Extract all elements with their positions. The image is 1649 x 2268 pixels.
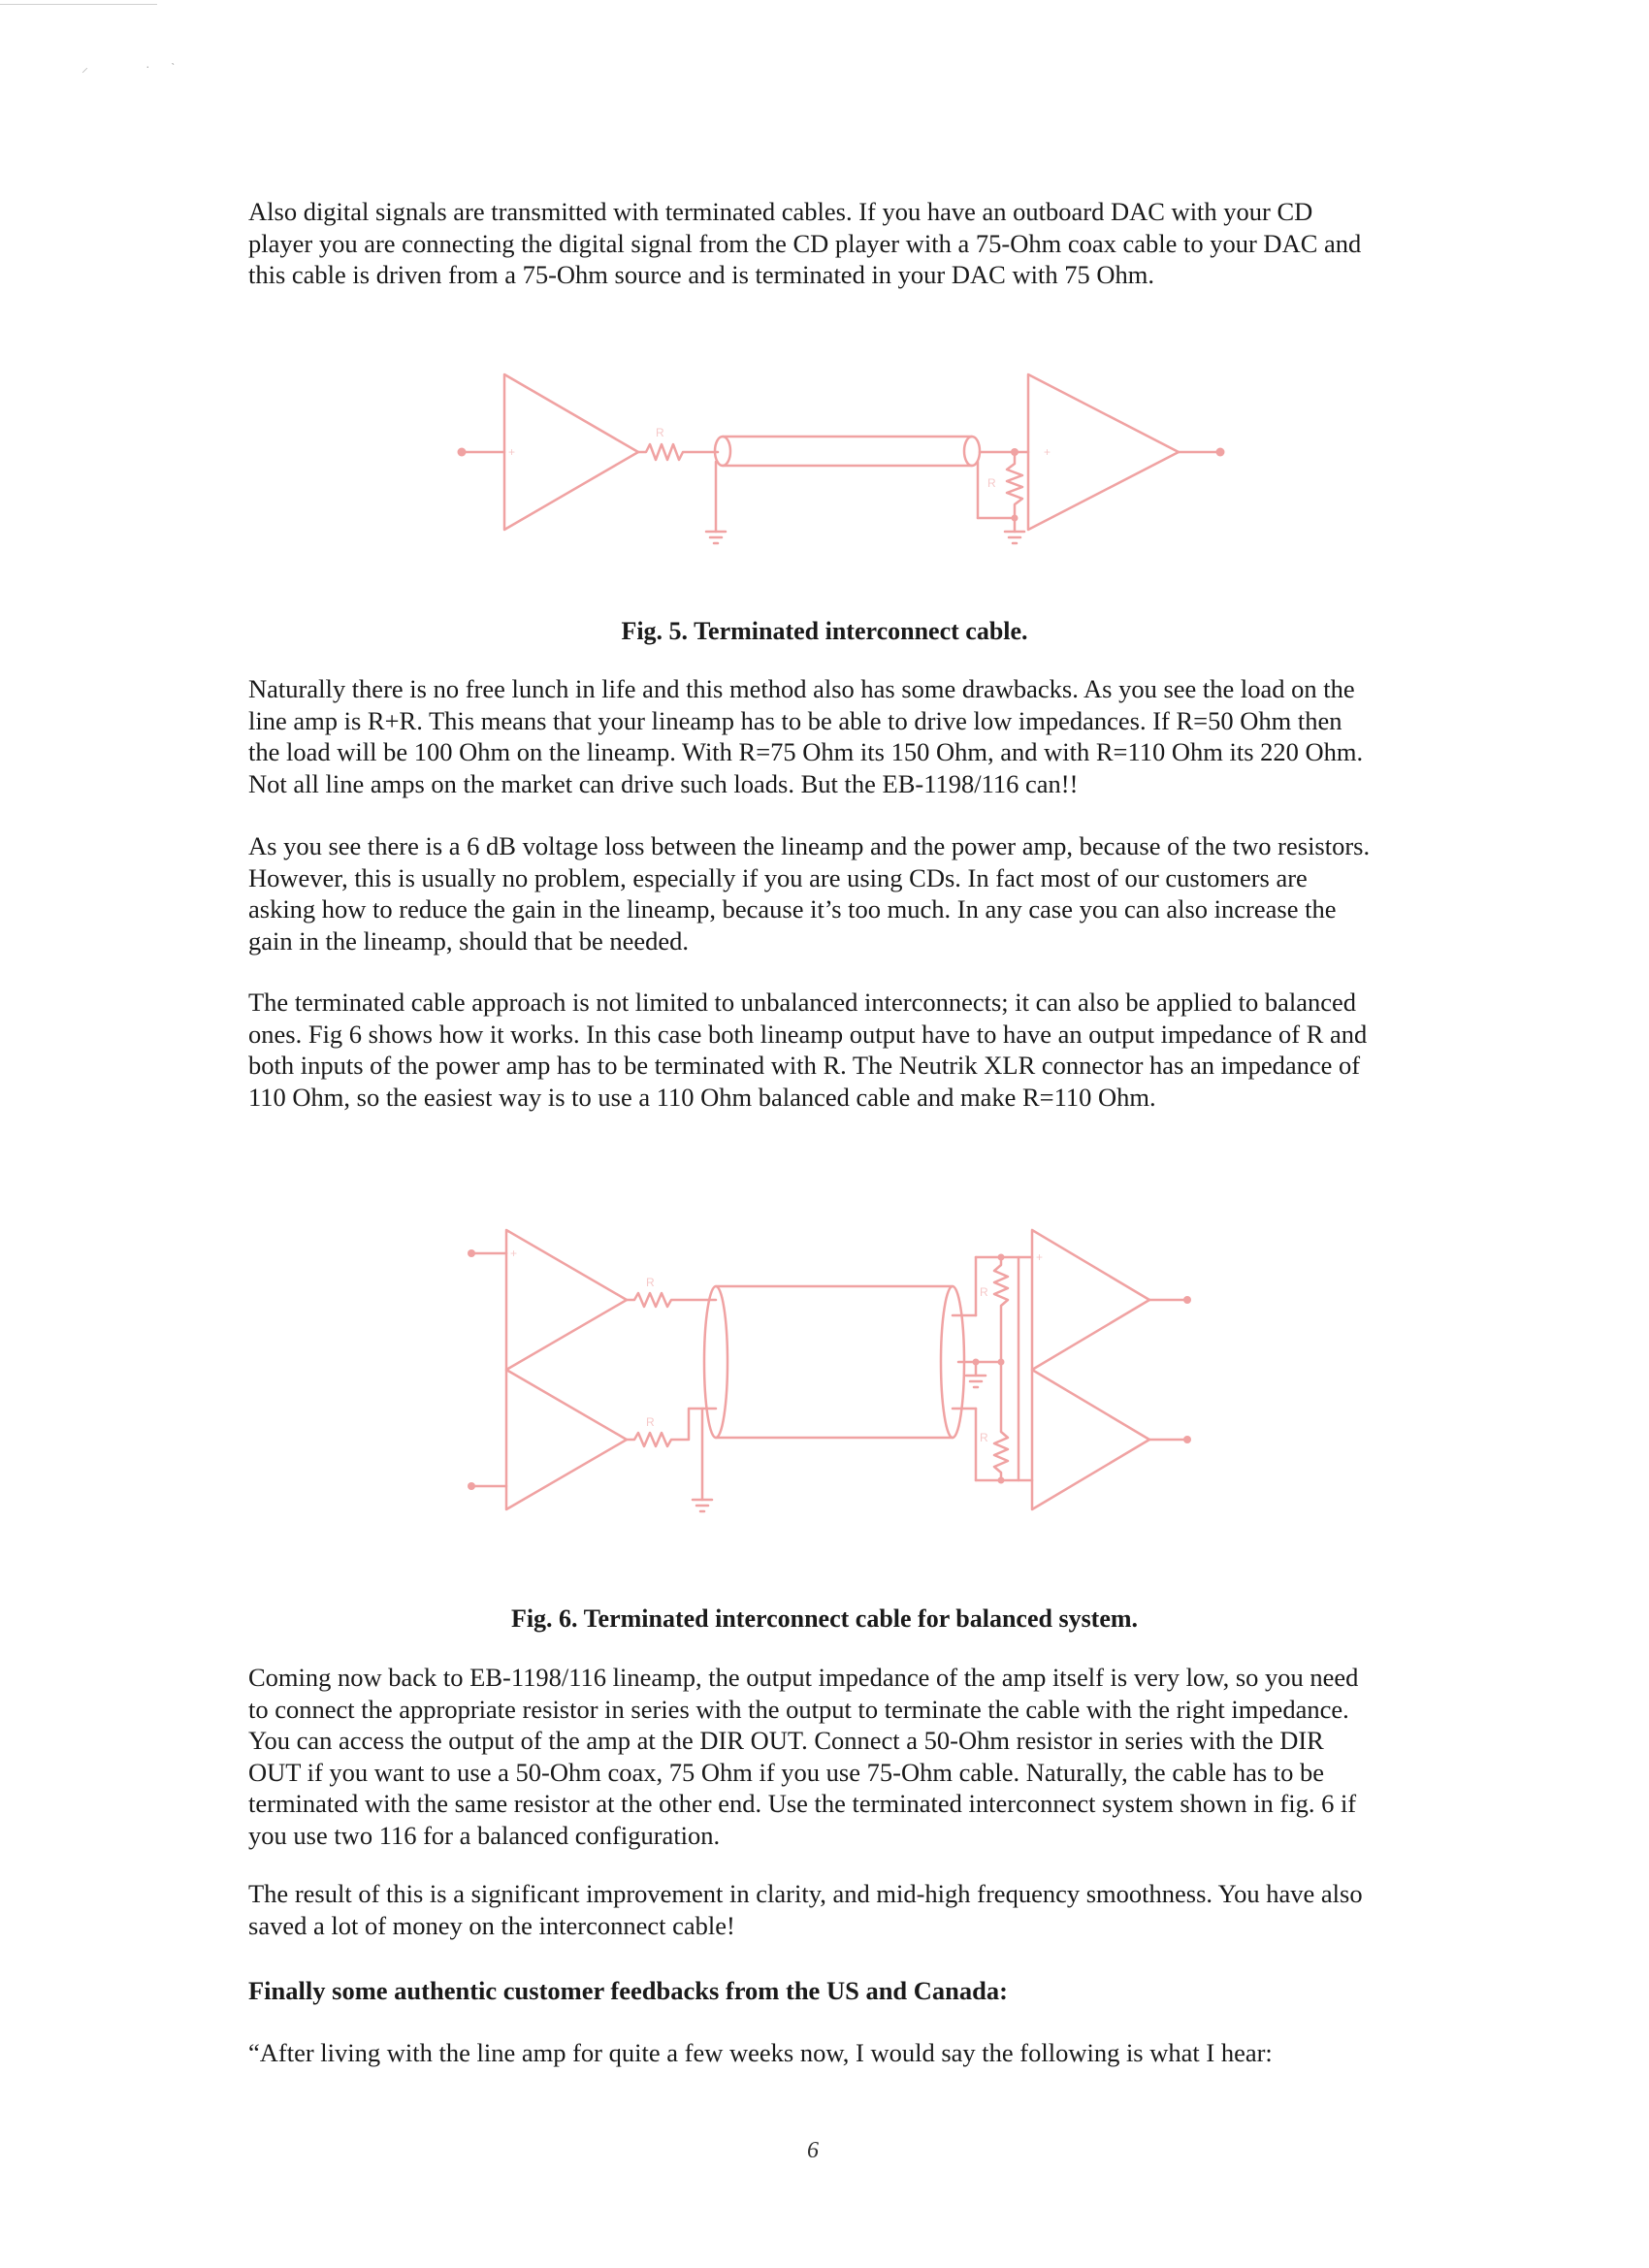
line-amp-lower	[506, 1370, 627, 1509]
figure-5-caption: Fig. 5. Terminated interconnect cable.	[621, 617, 1028, 645]
paragraph-result: The result of this is a significant improvement in clarity, and mid-high frequency smoothness. You have also saved a lot of money on the interconnect cable!	[248, 1879, 1363, 1940]
termination-resistor-cold	[994, 1362, 1008, 1480]
plus-sign: +	[1036, 1250, 1044, 1264]
paragraph-digital-signals: Also digital signals are transmitted with terminated cables. If you have an outboard DAC with your CD player you are connecting the digital signal from the CD player with a 75-Ohm coax cable to your DAC and this cable is driven from a 75-Ohm source and is terminated in your DAC with 75 Ohm.	[248, 197, 1362, 289]
figure-6-caption: Fig. 6. Terminated interconnect cable for balanced system.	[510, 1604, 1139, 1633]
paragraph-balanced: The terminated cable approach is not limited to unbalanced interconnects; it can also be applied to balanced ones. Fig 6 shows how it works. In this case both lineamp output have to have an output impedance of R and both inputs of the power amp has to be terminated with R. The Neutrik XLR connector has an impedance of 110 Ohm, so the easiest way is to use a 110 Ohm balanced cable and make R=110 Ohm.	[248, 988, 1368, 1112]
termination-resistor-hot	[994, 1257, 1008, 1362]
junction-dot	[998, 1359, 1005, 1366]
resistor-label: R	[646, 1415, 655, 1429]
cable-left-end	[704, 1286, 728, 1438]
balanced-terminated-cable-diagram	[456, 1218, 1212, 1539]
customer-feedback-heading: Finally some authentic customer feedbacks from the US and Canada:	[248, 1976, 1008, 2005]
page-number: 6	[807, 2138, 819, 2163]
termination-resistor	[1007, 452, 1022, 518]
plus-sign: +	[510, 1247, 518, 1260]
paragraph-voltage-loss: As you see there is a 6 dB voltage loss between the lineamp and the power amp, because of the two resistors. However, this is usually no problem, especially if you are using CDs. In fact most of our customers are asking how to reduce the gain in the lineamp, because it’s too much. In any case you can also increase the gain in the lineamp, should that be needed.	[248, 831, 1371, 956]
resistor-label: R	[646, 1276, 655, 1289]
scan-edge-line	[0, 4, 157, 5]
paragraph-drawbacks: Naturally there is no free lunch in life and this method also has some drawbacks. As you see the load on the line amp is R+R. This means that your lineamp has to be able to drive low impedances. If R=50 Ohm then the load will be 100 Ohm on the lineamp. With R=75 Ohm its 150 Ohm, and with R=110 Ohm its 220 Ohm. Not all line amps on the market can drive such loads. But the EB-1198/116 can!!	[248, 674, 1364, 798]
plus-sign: +	[1044, 445, 1051, 459]
output-terminal	[1216, 448, 1225, 457]
line-amp-triangle	[504, 374, 638, 530]
line-amp-upper	[506, 1230, 627, 1370]
series-resistor-hot	[627, 1293, 716, 1307]
power-amp-triangle	[1028, 374, 1179, 530]
paragraph-quote-start: “After living with the line amp for quite a few weeks now, I would say the following is what I hear:	[248, 2038, 1273, 2067]
resistor-label: R	[656, 426, 664, 439]
power-amp-upper	[1032, 1230, 1149, 1370]
plus-sign: +	[508, 445, 516, 459]
resistor-label: R	[980, 1431, 988, 1444]
scan-speck: ⸝	[81, 59, 88, 75]
resistor-label: R	[987, 476, 996, 490]
power-amp-lower	[1032, 1370, 1149, 1509]
figure-5-schematic	[446, 367, 1242, 561]
figure-6-schematic	[456, 1218, 1212, 1539]
output-terminal-hot	[1183, 1296, 1191, 1304]
terminated-cable-diagram	[446, 367, 1242, 561]
series-resistor	[638, 444, 718, 460]
output-terminal-cold	[1183, 1436, 1191, 1443]
paragraph-eb-1198-output: Coming now back to EB-1198/116 lineamp, the output impedance of the amp itself is very low, so you need to connect the appropriate resistor in series with the output to terminate the cable with the right impedance. You can access the output of the amp at the DIR OUT. Connect a 50-Ohm resistor in series with the DIR OUT if you want to use a 50-Ohm coax, 75 Ohm if you use 75-Ohm cable. Naturally, the cable has to be terminated with the same resistor at the other end. Use the terminated interconnect system shown in fig. 6 if you use two 116 for a balanced configuration.	[248, 1663, 1359, 1850]
resistor-label: R	[980, 1285, 988, 1299]
scan-speck: ·	[146, 58, 150, 74]
scan-speck: ˋ	[171, 60, 176, 76]
